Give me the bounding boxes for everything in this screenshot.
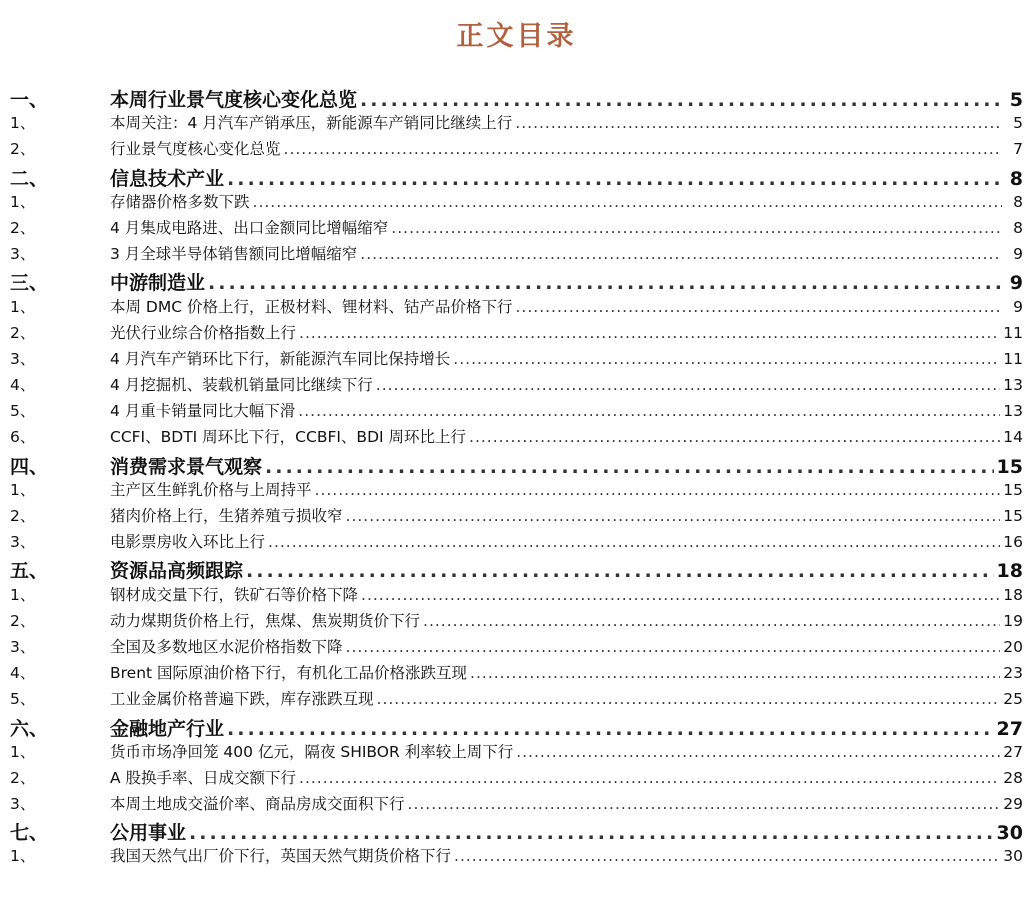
toc-section-entry[interactable] (10, 740, 1023, 766)
toc-section-entry[interactable] (10, 111, 1023, 137)
toc-section-entry[interactable] (10, 661, 1023, 687)
dot-leader (298, 402, 1000, 420)
toc-entry-title: 公用事业 (110, 822, 187, 845)
toc-entry-title: A 股换手率、日成交额下行 (110, 768, 297, 787)
toc-entry-title: 金融地产行业 (110, 717, 225, 740)
toc-entry-page-number: 15 (996, 455, 1023, 478)
toc-entry-number: 四、 (10, 455, 49, 478)
toc-entry-number: 1、 (10, 480, 36, 499)
toc-entry-title: 本周 DMC 价格上行，正极材料、锂材料、钴产品价格下行 (110, 297, 513, 316)
toc-entry-title: 我国天然气出厂价下行，英国天然气期货价格下行 (110, 847, 452, 866)
toc-section-entry[interactable] (10, 190, 1023, 216)
toc-entry-page-number: 13 (1003, 376, 1023, 395)
toc-entry-page-number: 15 (1003, 507, 1023, 525)
toc-entry-title: 资源品高频跟踪 (110, 560, 244, 583)
toc-entry-page-number: 5 (1013, 114, 1023, 133)
toc-entry-number: 2、 (10, 507, 36, 525)
dot-leader (408, 795, 1001, 813)
toc-entry-number: 2、 (10, 218, 36, 237)
toc-section-entry[interactable] (10, 844, 1023, 870)
toc-entry-title: 信息技术产业 (110, 167, 225, 190)
toc-entry-page-number: 9 (1013, 297, 1023, 316)
dot-leader (516, 298, 1003, 316)
toc-entry-title: 3 月全球半导体销售额同比增幅缩窄 (110, 245, 358, 264)
toc-section-entry[interactable] (10, 321, 1023, 347)
toc-entry-number: 1、 (10, 297, 36, 316)
toc-entry-page-number: 28 (1003, 768, 1023, 787)
toc-section-entry[interactable] (10, 425, 1023, 451)
toc-entry-page-number: 27 (1003, 742, 1023, 761)
toc-entry-title: 消费需求景气观察 (110, 455, 263, 478)
toc-entry-title: 4 月挖掘机、装载机销量同比继续下行 (110, 376, 373, 395)
dot-leader (377, 690, 1001, 708)
toc-chapter-entry[interactable] (10, 85, 1023, 111)
dot-leader (208, 272, 1002, 294)
dot-leader (227, 168, 1002, 190)
toc-entry-number: 4、 (10, 376, 36, 395)
toc-entry-number: 三、 (10, 272, 49, 295)
toc-entry-page-number: 27 (996, 717, 1023, 740)
toc-entry-page-number: 16 (1003, 533, 1023, 552)
toc-chapter-entry[interactable] (10, 164, 1023, 190)
dot-leader (361, 586, 1000, 604)
toc-section-entry[interactable] (10, 792, 1023, 818)
dot-leader (376, 376, 1000, 394)
toc-entry-number: 六、 (10, 717, 49, 740)
dot-leader (346, 507, 1001, 525)
toc-entry-number: 二、 (10, 167, 49, 190)
toc-entry-title: 猪肉价格上行，生猪养殖亏损收窄 (110, 507, 343, 525)
toc-entry-number: 3、 (10, 637, 36, 656)
toc-entry-title: 钢材成交量下行，铁矿石等价格下降 (110, 585, 359, 604)
toc-entry-page-number: 18 (1003, 585, 1023, 604)
toc-entry-title: 电影票房收入环比上行 (110, 533, 266, 552)
toc-entry-title: 动力煤期货价格上行，焦煤、焦炭期货价下行 (110, 611, 421, 630)
toc-entry-title: 4 月集成电路进、出口金额同比增幅缩窄 (110, 218, 389, 237)
toc-section-entry[interactable] (10, 347, 1023, 373)
toc-entry-title: 行业景气度核心变化总览 (110, 140, 281, 159)
toc-entry-title: 存储器价格多数下跌 (110, 192, 250, 211)
page-title: 正文目录 (456, 21, 577, 52)
toc-entry-page-number: 9 (1009, 272, 1023, 295)
toc-entry-number: 6、 (10, 428, 36, 447)
dot-leader (423, 612, 1000, 630)
toc-entry-page-number: 23 (1003, 664, 1023, 683)
toc-entry-page-number: 19 (1003, 611, 1023, 630)
toc-entry-page-number: 8 (1013, 218, 1023, 237)
toc-chapter-entry[interactable] (10, 452, 1023, 478)
toc-entry-page-number: 11 (1003, 349, 1023, 368)
toc-section-entry[interactable] (10, 295, 1023, 321)
dot-leader (253, 193, 1002, 211)
toc-entry-page-number: 8 (1013, 192, 1023, 211)
dot-leader (515, 114, 1002, 132)
toc-entry-page-number: 14 (1003, 428, 1023, 447)
toc-entry-title: 光伏行业综合价格指数上行 (110, 323, 297, 342)
toc-entry-title: 货币市场净回笼 400 亿元，隔夜 SHIBOR 利率较上周下行 (110, 742, 514, 761)
toc-entry-title: CCFI、BDTI 周环比下行，CCBFI、BDI 周环比上行 (110, 428, 467, 447)
toc-entry-number: 5、 (10, 402, 36, 421)
toc-entry-number: 3、 (10, 795, 36, 814)
toc-section-entry[interactable] (10, 399, 1023, 425)
toc-section-entry[interactable] (10, 609, 1023, 635)
toc-entry-title: 工业金属价格普遍下跌，库存涨跌互现 (110, 690, 374, 709)
toc-entry-number: 一、 (10, 89, 49, 111)
dot-leader (246, 560, 994, 582)
toc-chapter-entry[interactable] (10, 556, 1023, 582)
toc-section-entry[interactable] (10, 216, 1023, 242)
toc-entry-number: 七、 (10, 822, 49, 845)
dot-leader (315, 481, 1001, 499)
toc-section-entry[interactable] (10, 530, 1023, 556)
toc-entry-number: 2、 (10, 323, 36, 342)
toc-entry-page-number: 11 (1003, 323, 1023, 342)
toc-entry-number: 1、 (10, 847, 36, 866)
toc-section-entry[interactable] (10, 137, 1023, 163)
toc-entry-number: 1、 (10, 742, 36, 761)
toc-entry-number: 2、 (10, 140, 36, 159)
dot-leader (516, 743, 1000, 761)
toc-entry-page-number: 20 (1003, 637, 1023, 656)
toc-entry-page-number: 7 (1013, 140, 1023, 159)
toc-entry-number: 五、 (10, 560, 49, 583)
toc-section-entry[interactable] (10, 635, 1023, 661)
toc-entry-number: 2、 (10, 768, 36, 787)
dot-leader (470, 664, 1000, 682)
toc-entry-number: 3、 (10, 533, 36, 552)
toc-entry-number: 2、 (10, 611, 36, 630)
toc-entry-number: 4、 (10, 664, 36, 683)
toc-section-entry[interactable] (10, 504, 1023, 530)
dot-leader (360, 89, 1002, 111)
dot-leader (469, 428, 1000, 446)
toc-entry-title: 中游制造业 (110, 272, 206, 295)
dot-leader (299, 324, 1000, 342)
toc-chapter-entry[interactable] (10, 714, 1023, 740)
toc-chapter-entry[interactable] (10, 268, 1023, 294)
toc-entry-page-number: 29 (1003, 795, 1023, 814)
toc-entry-page-number: 15 (1003, 480, 1023, 499)
toc-entry-title: 4 月汽车产销环比下行，新能源汽车同比保持增长 (110, 349, 451, 368)
toc-entry-page-number: 30 (996, 822, 1023, 845)
dot-leader (346, 638, 1001, 656)
toc-entry-number: 1、 (10, 192, 36, 211)
toc-entry-title: 主产区生鲜乳价格与上周持平 (110, 480, 312, 499)
dot-leader (299, 769, 1000, 787)
toc-chapter-entry[interactable] (10, 818, 1023, 844)
toc-entry-page-number: 8 (1009, 167, 1023, 190)
table-of-contents (10, 85, 1023, 871)
toc-section-entry[interactable] (10, 583, 1023, 609)
toc-entry-number: 3、 (10, 349, 36, 368)
toc-entry-title: 4 月重卡销量同比大幅下滑 (110, 402, 296, 421)
dot-leader (189, 822, 994, 844)
toc-entry-page-number: 30 (1003, 847, 1023, 866)
toc-entry-number: 1、 (10, 114, 36, 133)
dot-leader (284, 140, 1002, 158)
toc-section-entry[interactable] (10, 478, 1023, 504)
toc-entry-title: 全国及多数地区水泥价格指数下降 (110, 637, 343, 656)
toc-section-entry[interactable] (10, 687, 1023, 713)
toc-entry-page-number: 18 (996, 560, 1023, 583)
dot-leader (454, 847, 1000, 865)
toc-entry-number: 3、 (10, 245, 36, 264)
toc-section-entry[interactable] (10, 373, 1023, 399)
dot-leader (227, 718, 994, 740)
toc-entry-page-number: 5 (1009, 89, 1023, 111)
dot-leader (453, 350, 1000, 368)
toc-section-entry[interactable] (10, 242, 1023, 268)
toc-entry-number: 1、 (10, 585, 36, 604)
toc-entry-title: 本周行业景气度核心变化总览 (110, 89, 358, 111)
dot-leader (360, 245, 1002, 263)
toc-entry-title: 本周土地成交溢价率、商品房成交面积下行 (110, 795, 405, 814)
toc-entry-title: Brent 国际原油价格下行，有机化工品价格涨跌互现 (110, 664, 468, 683)
toc-entry-page-number: 25 (1003, 690, 1023, 709)
toc-entry-number: 5、 (10, 690, 36, 709)
dot-leader (265, 456, 994, 478)
toc-section-entry[interactable] (10, 766, 1023, 792)
dot-leader (268, 533, 1000, 551)
toc-entry-page-number: 9 (1013, 245, 1023, 264)
dot-leader (391, 219, 1002, 237)
toc-entry-title: 本周关注：4 月汽车产销承压，新能源车产销同比继续上行 (110, 114, 513, 133)
toc-entry-page-number: 13 (1003, 402, 1023, 421)
